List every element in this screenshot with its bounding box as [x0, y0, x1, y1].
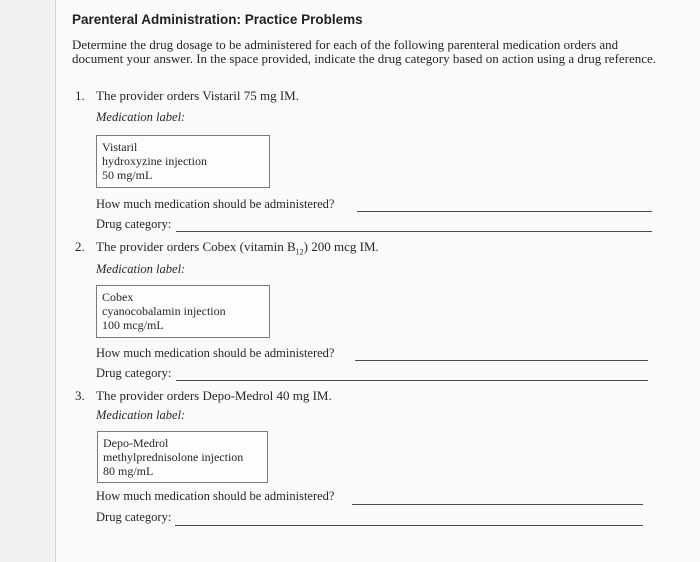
instructions-paragraph: Determine the drug dosage to be administered for each of the following parenteral medication orders and document your answer. In the space provided, indicate the drug category based on action using a drug reference.	[72, 37, 657, 66]
problem-1-brand-name: Vistaril	[102, 140, 138, 154]
problem-1-amount-answer-line[interactable]	[357, 211, 652, 212]
problem-1-category-question: Drug category:	[96, 217, 172, 231]
problem-3-generic-name: methylprednisolone injection	[103, 450, 244, 464]
problem-2-medication-label-box	[96, 285, 270, 338]
page-title: Parenteral Administration: Practice Problems	[72, 12, 363, 27]
problem-2-category-answer-line[interactable]	[176, 380, 648, 381]
problem-1-category-answer-line[interactable]	[176, 231, 652, 232]
problem-1-medication-label-box	[96, 135, 270, 188]
problem-3-category-question: Drug category:	[96, 510, 172, 524]
problem-2-amount-answer-line[interactable]	[355, 360, 648, 361]
problem-2-amount-question: How much medication should be administered?	[96, 346, 335, 360]
problem-3-medication-label-box	[97, 431, 268, 483]
problem-3-brand-name: Depo-Medrol	[103, 436, 169, 450]
problem-3-strength: 80 mg/mL	[103, 464, 154, 478]
problem-2-generic-name: cyanocobalamin injection	[102, 304, 226, 318]
problem-2-order: The provider orders Cobex (vitamin $B_{12}$) 200 mcg IM.	[96, 239, 379, 257]
problem-3-order: The provider orders Depo-Medrol 40 mg IM.	[96, 388, 332, 403]
problem-1-number: 1.	[75, 88, 85, 103]
problem-3-amount-question: How much medication should be administered?	[96, 489, 335, 503]
problem-2-medication-label-heading: Medication label:	[96, 262, 186, 276]
problem-3-category-answer-line[interactable]	[175, 525, 643, 526]
problem-1-strength: 50 mg/mL	[102, 168, 153, 182]
problem-3-amount-answer-line[interactable]	[352, 504, 643, 505]
problem-1-order: The provider orders Vistaril 75 mg IM.	[96, 88, 299, 103]
problem-2-strength: 100 mcg/mL	[102, 318, 164, 332]
problem-2-brand-name: Cobex	[102, 290, 134, 304]
problem-1-generic-name: hydroxyzine injection	[102, 154, 207, 168]
problem-3-number: 3.	[75, 388, 85, 403]
problem-1-amount-question: How much medication should be administered?	[96, 197, 335, 211]
problem-1-medication-label-heading: Medication label:	[96, 110, 186, 124]
problem-2-category-question: Drug category:	[96, 366, 172, 380]
problem-3-medication-label-heading: Medication label:	[96, 408, 186, 422]
problem-2-number: 2.	[75, 239, 85, 254]
